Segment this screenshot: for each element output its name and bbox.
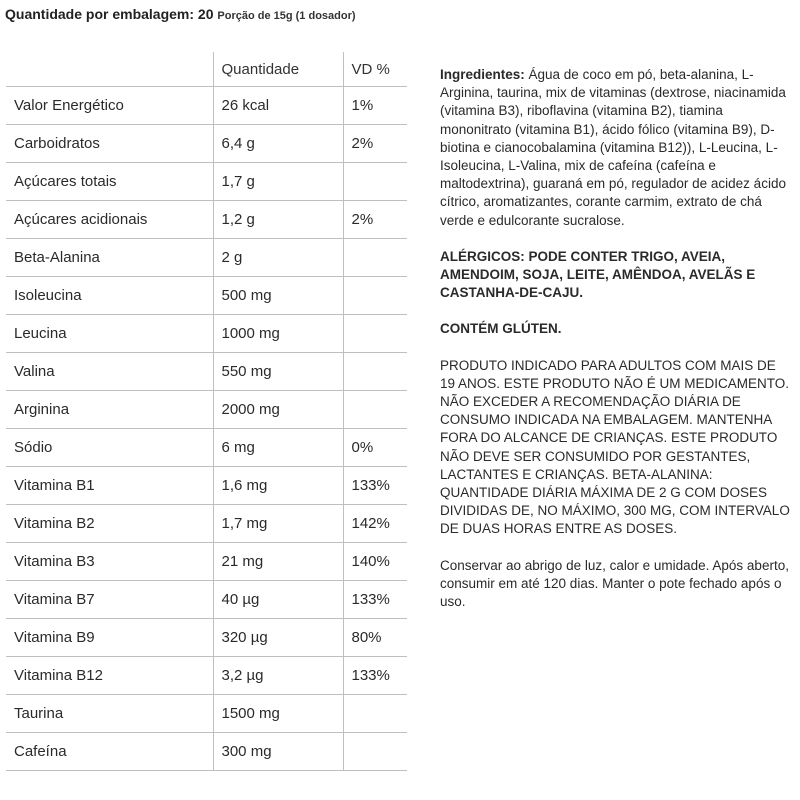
vd-cell: [343, 277, 407, 315]
table-row: [6, 315, 407, 353]
package-quantity-label: Quantidade por embalagem: 20: [5, 6, 214, 22]
table-row: [6, 353, 407, 391]
nutrient-name-cell: Valor Energético: [6, 87, 213, 125]
table-row: [6, 201, 407, 239]
nutrient-name-cell: Vitamina B9: [6, 619, 213, 657]
quantity-cell: 26 kcal: [213, 87, 343, 125]
nutrient-name-cell: Valina: [6, 353, 213, 391]
vd-cell: [343, 163, 407, 201]
nutrient-name-cell: Taurina: [6, 695, 213, 733]
portion-label: Porção de 15g (1 dosador): [217, 10, 356, 22]
table-row: [6, 429, 407, 467]
quantity-cell: 500 mg: [213, 277, 343, 315]
table-header-row: [6, 52, 407, 87]
table-row: [6, 543, 407, 581]
table-body: [6, 87, 407, 771]
vd-cell: 0%: [343, 429, 407, 467]
vd-cell: [343, 733, 407, 771]
nutrient-name-cell: Vitamina B2: [6, 505, 213, 543]
quantity-cell: 1,2 g: [213, 201, 343, 239]
table-row: [6, 277, 407, 315]
ingredients-text: Água de coco em pó, beta-alanina, L-Arginina, taurina, mix de vitaminas (dextrose, niacinamida (vitamina B3), riboflavina (vitamina B2), tiamina mononitrato (vitamina B1), ácido fólico (vitamina B9), D-biotina e cianocobalamina (vitamina B12)), L-Leucina, L-Isoleucina, L-Valina, mix de cafeína (cafeína e maltodextrina), guaraná em pó, regulador de acidez ácido cítrico, aromatizantes, corante carmim, extrato de chá verde e edulcorante sucralose.: [440, 67, 786, 228]
quantity-cell: 3,2 µg: [213, 657, 343, 695]
nutrient-name-cell: Leucina: [6, 315, 213, 353]
vd-cell: 142%: [343, 505, 407, 543]
nutrient-name-cell: Sódio: [6, 429, 213, 467]
quantity-cell: 6 mg: [213, 429, 343, 467]
vd-cell: 133%: [343, 467, 407, 505]
table-row: [6, 733, 407, 771]
nutrient-name-cell: Vitamina B12: [6, 657, 213, 695]
nutrition-table: [6, 52, 407, 771]
nutrient-name-cell: Cafeína: [6, 733, 213, 771]
nutrient-name-cell: Vitamina B7: [6, 581, 213, 619]
vd-cell: 133%: [343, 657, 407, 695]
table-row: [6, 657, 407, 695]
quantity-cell: 1,6 mg: [213, 467, 343, 505]
table-row: [6, 467, 407, 505]
ingredients-label: Ingredientes:: [440, 67, 525, 82]
quantity-cell: 320 µg: [213, 619, 343, 657]
quantity-cell: 6,4 g: [213, 125, 343, 163]
vd-cell: 2%: [343, 125, 407, 163]
ingredients-paragraph: [440, 66, 790, 230]
quantity-cell: 2000 mg: [213, 391, 343, 429]
gluten-text: CONTÉM GLÚTEN.: [440, 321, 562, 337]
vd-cell: [343, 239, 407, 277]
table-row: [6, 505, 407, 543]
nutrient-name-cell: Açúcares acidionais: [6, 201, 213, 239]
nutrient-name-cell: Carboidratos: [6, 125, 213, 163]
quantity-cell: 300 mg: [213, 733, 343, 771]
vd-cell: [343, 695, 407, 733]
quantity-cell: 2 g: [213, 239, 343, 277]
quantity-cell: 550 mg: [213, 353, 343, 391]
vd-cell: 80%: [343, 619, 407, 657]
allergens-text: ALÉRGICOS: PODE CONTER TRIGO, AVEIA, AMENDOIM, SOJA, LEITE, AMÊNDOA, AVELÃS E CASTANHA-DE-CAJU.: [440, 248, 756, 301]
table-row: [6, 619, 407, 657]
nutrient-name-cell: Arginina: [6, 391, 213, 429]
column-header-vd: VD %: [343, 52, 407, 87]
nutrient-name-cell: Beta-Alanina: [6, 239, 213, 277]
vd-cell: 140%: [343, 543, 407, 581]
quantity-cell: 1,7 mg: [213, 505, 343, 543]
table-row: [6, 125, 407, 163]
quantity-cell: 1000 mg: [213, 315, 343, 353]
column-header-quantity: Quantidade: [213, 52, 343, 87]
table-row: [6, 239, 407, 277]
quantity-cell: 21 mg: [213, 543, 343, 581]
package-quantity-header: [5, 6, 356, 22]
vd-cell: [343, 391, 407, 429]
nutrient-name-cell: Açúcares totais: [6, 163, 213, 201]
table-row: [6, 391, 407, 429]
column-header-nutrient: [6, 52, 213, 87]
vd-cell: [343, 353, 407, 391]
table-row: [6, 581, 407, 619]
vd-cell: 1%: [343, 87, 407, 125]
table-row: [6, 695, 407, 733]
nutrient-name-cell: Vitamina B1: [6, 467, 213, 505]
storage-text: Conservar ao abrigo de luz, calor e umidade. Após aberto, consumir em até 120 dias. Manter o pote fechado após o uso.: [440, 557, 789, 610]
nutrient-name-cell: Vitamina B3: [6, 543, 213, 581]
vd-cell: 2%: [343, 201, 407, 239]
quantity-cell: 1500 mg: [213, 695, 343, 733]
vd-cell: [343, 315, 407, 353]
nutrient-name-cell: Isoleucina: [6, 277, 213, 315]
vd-cell: 133%: [343, 581, 407, 619]
quantity-cell: 1,7 g: [213, 163, 343, 201]
info-column: [440, 66, 790, 629]
quantity-cell: 40 µg: [213, 581, 343, 619]
table-row: [6, 163, 407, 201]
warning-text: PRODUTO INDICADO PARA ADULTOS COM MAIS DE 19 ANOS. ESTE PRODUTO NÃO É UM MEDICAMENTO. NÃO EXCEDER A RECOMENDAÇÃO DIÁRIA DE CONSUMO INDICADA NA EMBALAGEM. MANTENHA FORA DO ALCANCE DE CRIANÇAS. ESTE PRODUTO NÃO DEVE SER CONSUMIDO POR GESTANTES, LACTANTES E CRIANÇAS. BETA-ALANINA: QUANTIDADE DIÁRIA MÁXIMA DE 2 G COM DOSES DIVIDIDAS DE, NO MÁXIMO, 300 MG, COM INTERVALO DE DUAS HORAS ENTRE AS DOSES.: [440, 357, 790, 537]
table-row: [6, 87, 407, 125]
